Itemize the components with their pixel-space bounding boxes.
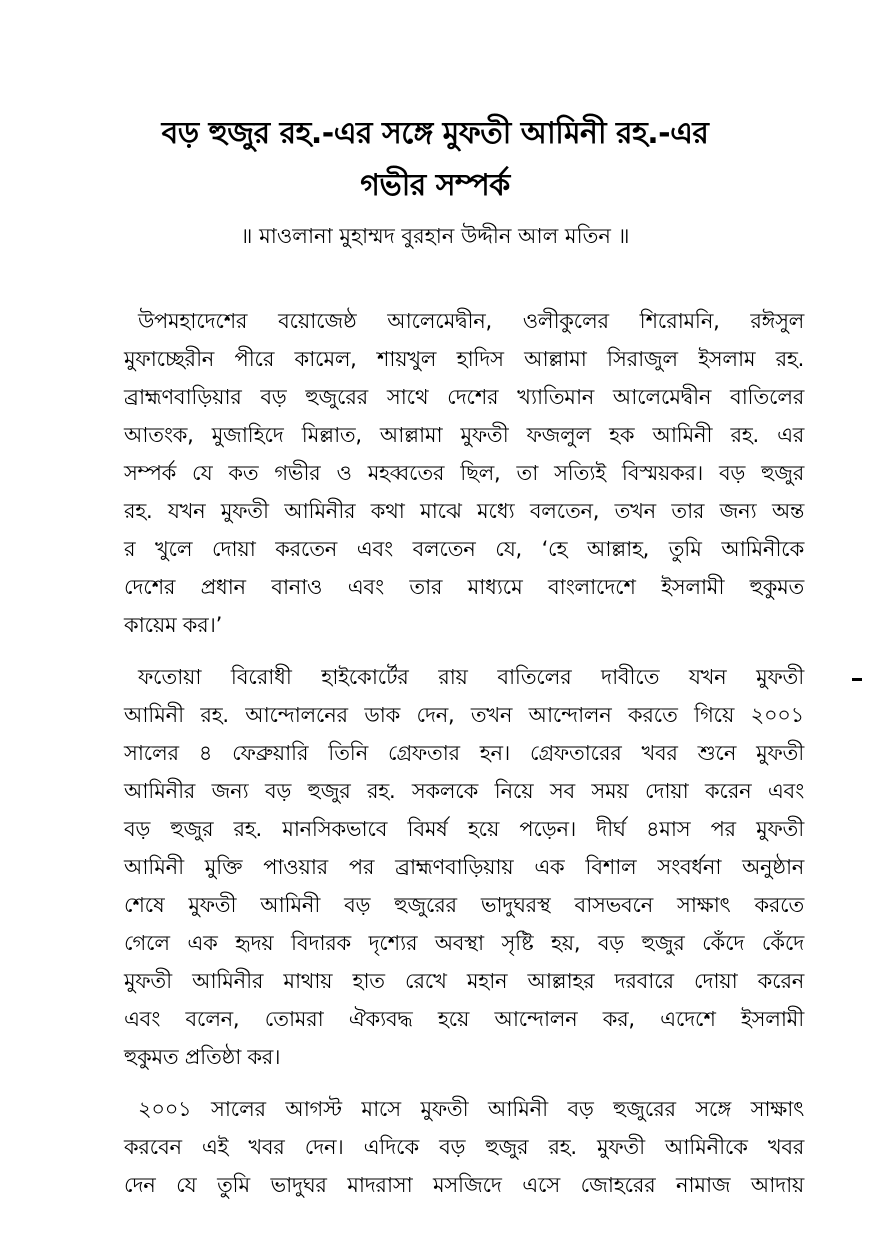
paragraph-1-line: দেশের প্রধান বানাও এবং তার মাধ্যমে বাংলাদেশে ইসলামী হুকুমত (124, 575, 804, 599)
paragraph-1-line: কায়েম কর।’ (124, 613, 222, 637)
paragraph-1-line: ব্রাহ্মণবাড়িয়ার বড় হুজুরের সাথে দেশের খ্যাতিমান আলেমেদ্বীন বাতিলের (124, 385, 804, 409)
paragraph-2-line: মুফতী আমিনীর মাথায় হাত রেখে মহান আল্লাহর দরবারে দোয়া করেন (124, 969, 804, 993)
author-byline: ॥ মাওলানা মুহাম্মদ বুরহান উদ্দীন আল মতিন ॥ (240, 224, 630, 248)
paragraph-3-line: করবেন এই খবর দেন। এদিকে বড় হুজুর রহ. মুফতী আমিনীকে খবর (124, 1135, 804, 1159)
paragraph-1-line: র খুলে দোয়া করতেন এবং বলতেন যে, ‘হে আল্লাহ, তুমি আমিনীকে (124, 537, 804, 561)
article-title-line-2: গভীর সম্পর্ক (360, 168, 510, 203)
paragraph-2-line: শেষে মুফতী আমিনী বড় হুজুরের ভাদুঘরস্থ বাসভবনে সাক্ষাৎ করতে (124, 893, 804, 917)
margin-mark (852, 678, 862, 681)
paragraph-3-line: দেন যে তুমি ভাদুঘর মাদরাসা মসজিদে এসে জোহরের নামাজ আদায় (124, 1173, 804, 1197)
paragraph-2-line: গেলে এক হৃদয় বিদারক দৃশ্যের অবস্থা সৃষ্টি হয়, বড় হুজুর কেঁদে কেঁদে (124, 931, 804, 955)
paragraph-2-line: আমিনী রহ. আন্দোলনের ডাক দেন, তখন আন্দোলন করতে গিয়ে ২০০১ (124, 703, 804, 727)
paragraph-2-line: সালের ৪ ফেব্রুয়ারি তিনি গ্রেফতার হন। গ্রেফতারের খবর শুনে মুফতী (124, 741, 804, 765)
paragraph-1-line: উপমহাদেশের বয়োজেষ্ঠ আলেমেদ্বীন, ওলীকুলের শিরোমনি, রঈসুল (138, 309, 804, 333)
paragraph-2-line: এবং বলেন, তোমরা ঐক্যবদ্ধ হয়ে আন্দোলন কর, এদেশে ইসলামী (124, 1007, 804, 1031)
paragraph-2-line: বড় হুজুর রহ. মানসিকভাবে বিমর্ষ হয়ে পড়েন। দীর্ঘ ৪মাস পর মুফতী (124, 817, 804, 841)
article-title-line-1: বড় হুজুর রহ.-এর সঙ্গে মুফতী আমিনী রহ.-এর (161, 116, 709, 151)
paragraph-2-line: আমিনীর জন্য বড় হুজুর রহ. সকলকে নিয়ে সব সময় দোয়া করেন এবং (124, 779, 804, 803)
paragraph-2-line: ফতোয়া বিরোধী হাইকোর্টের রায় বাতিলের দাবীতে যখন মুফতী (138, 665, 804, 689)
paragraph-1-line: সম্পর্ক যে কত গভীর ও মহব্বতের ছিল, তা সত্যিই বিস্ময়কর। বড় হুজুর (124, 461, 804, 485)
paragraph-3-line: ২০০১ সালের আগস্ট মাসে মুফতী আমিনী বড় হুজুরের সঙ্গে সাক্ষাৎ (138, 1097, 804, 1121)
paragraph-1-line: আতংক, মুজাহিদে মিল্লাত, আল্লামা মুফতী ফজলুল হক আমিনী রহ. এর (124, 423, 804, 447)
paragraph-1-line: মুফাচ্ছেরীন পীরে কামেল, শায়খুল হাদিস আল্লামা সিরাজুল ইসলাম রহ. (124, 347, 804, 371)
paragraph-2-line: হুকুমত প্রতিষ্ঠা কর। (124, 1045, 281, 1069)
paragraph-2-line: আমিনী মুক্তি পাওয়ার পর ব্রাহ্মণবাড়িয়ায় এক বিশাল সংবর্ধনা অনুষ্ঠান (124, 855, 804, 879)
paragraph-1-line: রহ. যখন মুফতী আমিনীর কথা মাঝে মধ্যে বলতেন, তখন তার জন্য অন্ত (124, 499, 804, 523)
